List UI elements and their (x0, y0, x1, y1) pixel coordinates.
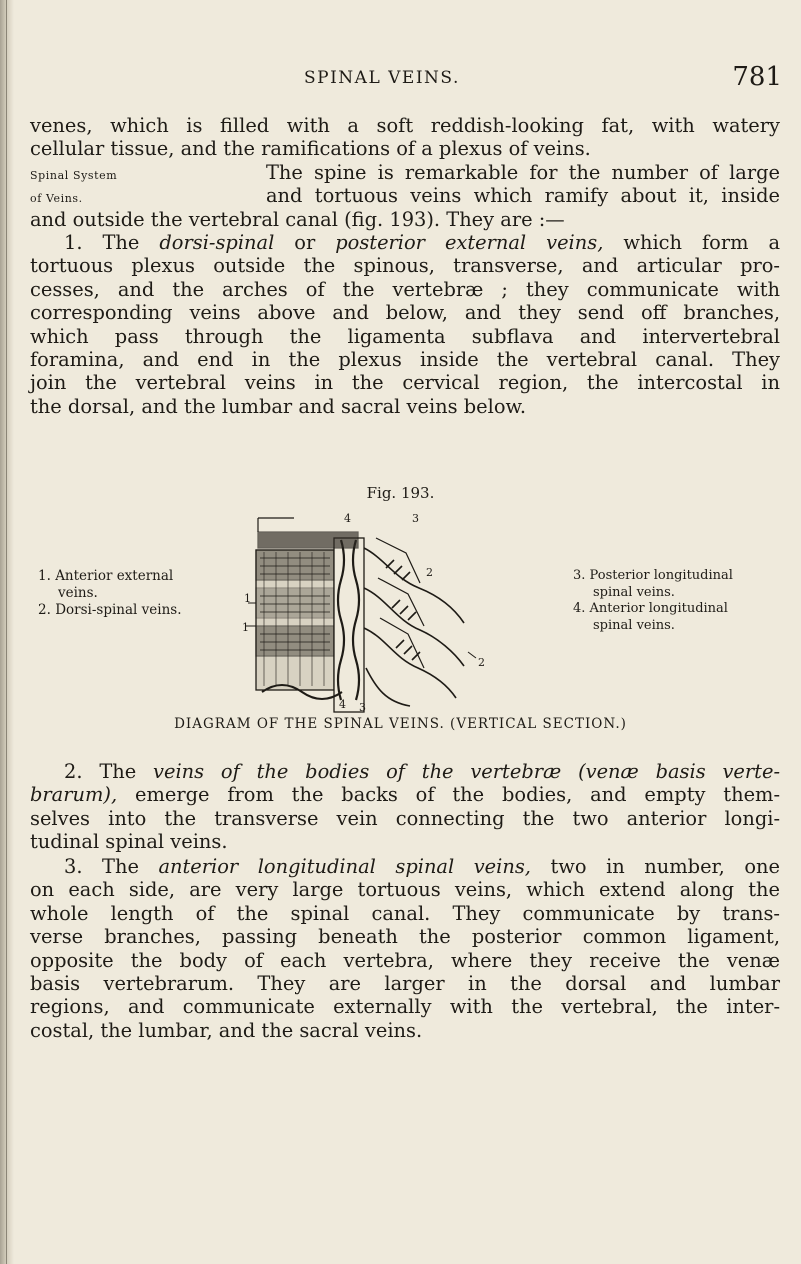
text-line: cesses, and the arches of the vertebræ ; they communicate with (30, 277, 780, 301)
legend-number: 1. (38, 568, 51, 584)
diagram-mark: 3 (359, 701, 366, 714)
text-line: venes, which is filled with a soft reddish-looking fat, with watery (30, 114, 780, 137)
text-line: selves into the transverse vein connecting the two anterior longi- (30, 806, 780, 830)
diagram-mark: 2 (478, 656, 485, 669)
diagram-mark: 4 (344, 512, 351, 525)
italic-term: anterior longitudinal spinal veins, (158, 855, 531, 878)
item-number: 3. The (64, 855, 139, 878)
diagram-drawing (246, 518, 476, 712)
text-line (30, 760, 780, 783)
vertebral-body-segment (256, 588, 334, 618)
text-line: tortuous plexus outside the spinous, transverse, and articular pro- (30, 254, 780, 278)
spinous-outline (376, 538, 424, 668)
item-number: 2. The (64, 760, 137, 783)
page-header (20, 62, 786, 98)
figure-right-legend (573, 568, 773, 634)
item-number: 1. The (64, 231, 140, 254)
text-line: on each side, are very large tortuous veins, which extend along the (30, 878, 780, 902)
italic-term: brarum), (30, 783, 118, 807)
text-line (30, 231, 780, 254)
sidenote-of-veins: of Veins. (30, 192, 83, 206)
legend-text-cont: spinal veins. (593, 617, 675, 633)
running-title: SPINAL VEINS. (304, 68, 460, 88)
figure-caption: DIAGRAM OF THE SPINAL VEINS. (VERTICAL SECTION.) (174, 716, 627, 732)
text-line (30, 855, 780, 878)
diagram-mark: 1 (244, 592, 251, 605)
vertebral-arch (364, 588, 464, 666)
text-line (30, 184, 780, 207)
text-line: basis vertebrarum. They are larger in the dorsal and lumbar (30, 971, 780, 995)
text-span: emerge from the backs of the bodies, and empty them- (134, 783, 780, 807)
text-line: tudinal spinal veins. (30, 830, 228, 854)
text-line: regions, and communicate externally with the vertebral, the inter- (30, 995, 780, 1019)
text-span: which form a (623, 231, 781, 254)
vertebral-arch (364, 548, 464, 623)
text-line: whole length of the spinal canal. They communicate by trans- (30, 901, 780, 925)
italic-term: posterior external veins, (335, 231, 604, 254)
text-line: join the vertebral veins in the cervical region, the intercostal in (30, 371, 780, 395)
text-span: The spine is remarkable for the number of large (266, 160, 780, 184)
text-line: costal, the lumbar, and the sacral veins. (30, 1018, 423, 1042)
vertebral-body-segment (256, 626, 334, 656)
legend-text-cont: spinal veins. (593, 584, 675, 600)
diagram-mark: 1 (242, 621, 249, 634)
text-span: two in number, one (550, 855, 781, 878)
leader-line (468, 652, 476, 658)
legend-number: 3. (573, 568, 586, 583)
legend-number: 2. (38, 602, 51, 618)
italic-term: (venæ basis verte- (578, 760, 780, 783)
legend-text-cont: veins. (58, 585, 98, 601)
italic-term: veins of the bodies of the vertebræ (153, 760, 562, 783)
text-line: verse branches, passing beneath the posterior common ligament, (30, 925, 780, 949)
dorsi-spinal-plexus (386, 560, 420, 660)
text-span: and tortuous veins which ramify about it, inside (266, 184, 780, 208)
item-1-paragraph (30, 231, 780, 418)
legend-item (38, 602, 243, 619)
page-binding-line (6, 0, 7, 1264)
text-line: and outside the vertebral canal (fig. 193). They are :— (30, 207, 565, 231)
italic-term: dorsi-spinal (159, 231, 275, 254)
sidenote-spinal-system: Spinal System (30, 168, 118, 182)
item-3-paragraph (30, 855, 780, 1042)
top-bracket (258, 518, 294, 532)
legend-text: Anterior external (55, 568, 174, 584)
figure-title: Fig. 193. (366, 484, 435, 502)
legend-text: Anterior longitudinal (589, 601, 728, 616)
item-2-paragraph (30, 760, 780, 854)
diagram-mark: 4 (339, 698, 346, 711)
text-line: opposite the body of each vertebra, where they receive the venæ (30, 948, 780, 972)
text-line: foramina, and end in the plexus inside the vertebral canal. They (30, 347, 780, 371)
text-line: corresponding veins above and below, and they send off branches, (30, 301, 780, 325)
text-line: the dorsal, and the lumbar and sacral veins below. (30, 394, 526, 418)
intro-paragraph (30, 114, 780, 231)
vertebral-body-segment (256, 550, 334, 580)
text-line: which pass through the ligamenta subflava and intervertebral (30, 324, 780, 348)
sacral-branch (366, 668, 410, 706)
figure-left-legend (38, 568, 243, 619)
legend-text: Posterior longitudinal (589, 568, 733, 583)
legend-item (38, 568, 243, 602)
text-span: or (294, 231, 316, 254)
legend-item (573, 568, 773, 601)
spinal-veins-diagram (242, 508, 576, 714)
legend-number: 4. (573, 601, 586, 616)
page-binding-edge (0, 0, 14, 1264)
diagram-mark: 3 (412, 512, 419, 525)
text-line (30, 783, 780, 806)
page-number: 781 (732, 62, 782, 92)
text-line (30, 161, 780, 184)
upper-vertebra (258, 532, 358, 548)
diagram-mark: 2 (426, 566, 433, 579)
legend-item (573, 601, 773, 634)
legend-text: Dorsi-spinal veins. (55, 602, 182, 618)
text-line: cellular tissue, and the ramifications of a plexus of veins. (30, 137, 591, 161)
